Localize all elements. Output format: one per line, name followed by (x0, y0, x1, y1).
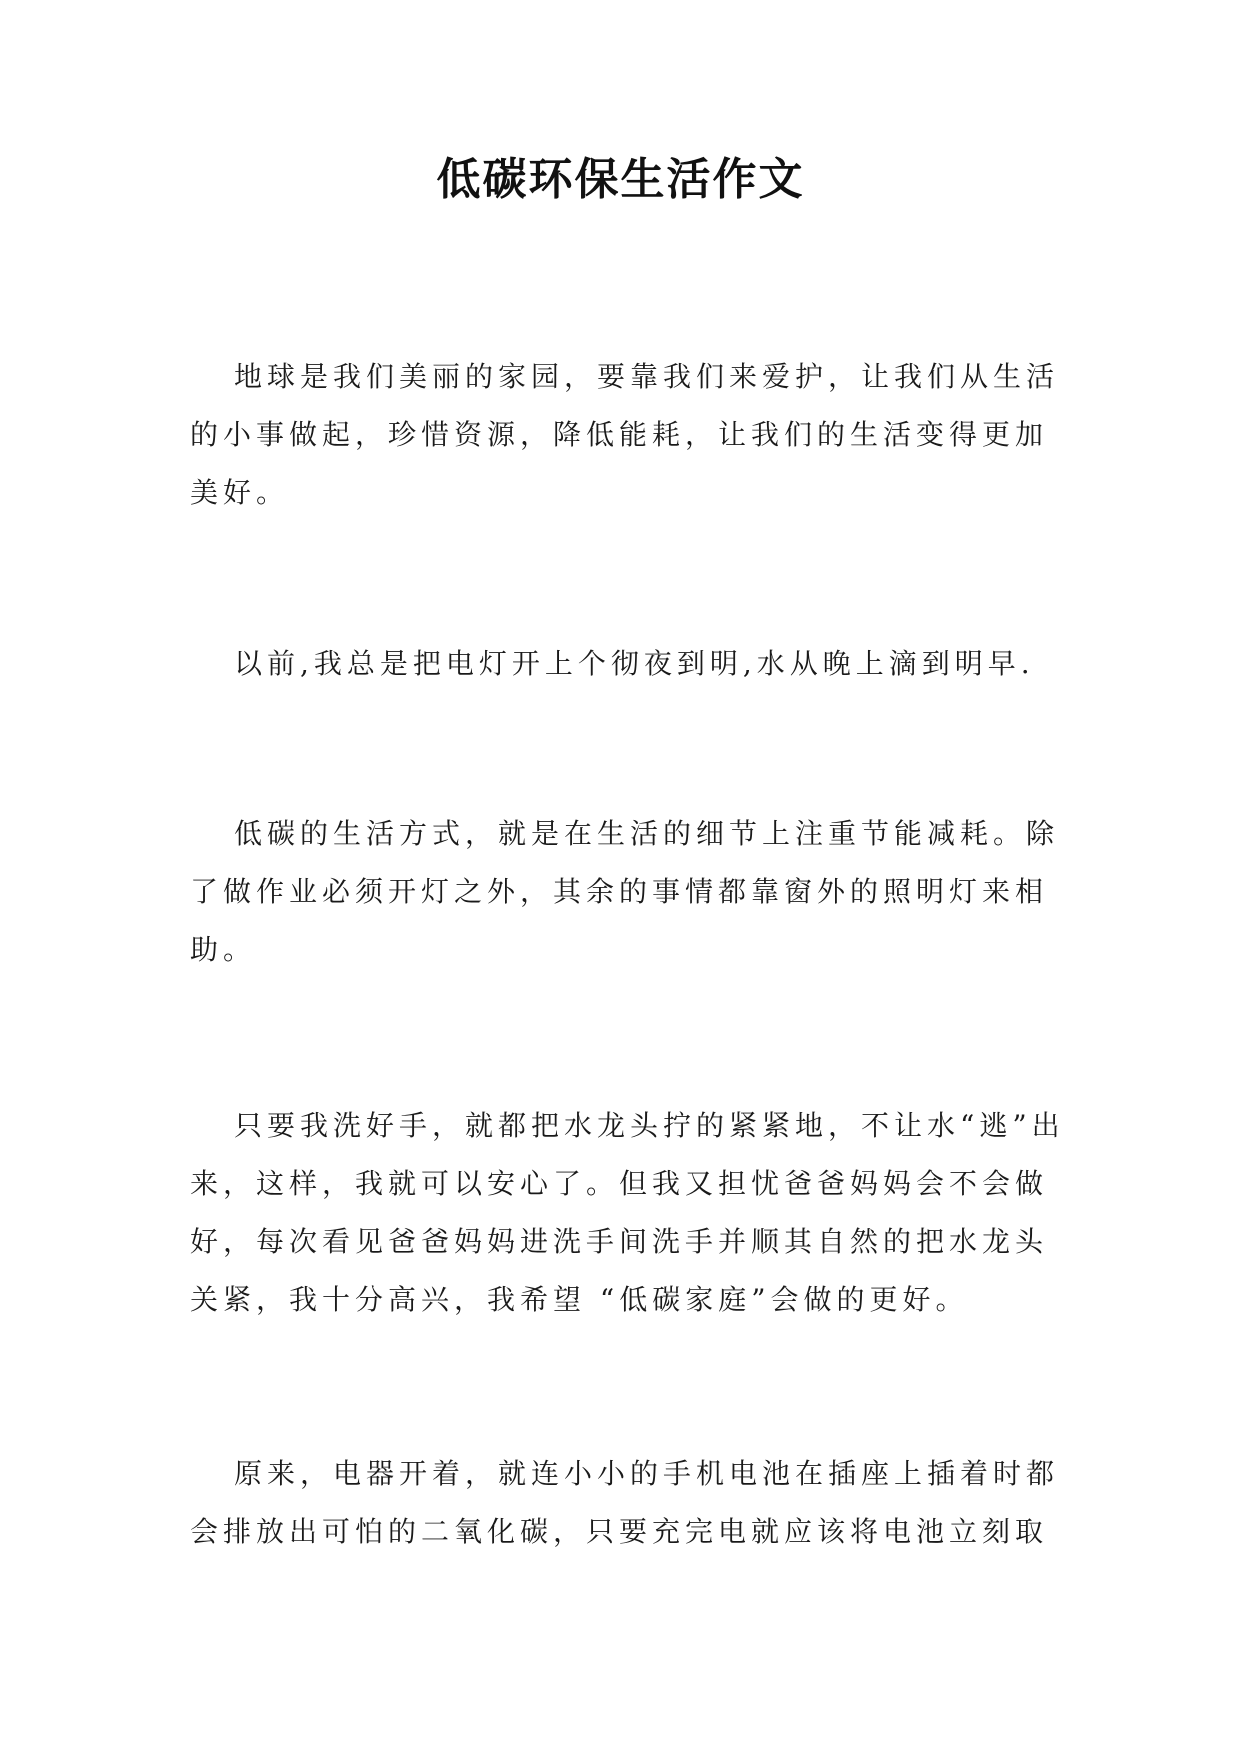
paragraph-1: 地球是我们美丽的家园，要靠我们来爱护，让我们从生活的小事做起，珍惜资源，降低能耗，让我们的生活变得更加美好。 (190, 360, 1060, 509)
paragraph-3: 低碳的生活方式，就是在生活的细节上注重节能减耗。除了做作业必须开灯之外，其余的事情都靠窗外的照明灯来相助。 (190, 817, 1060, 966)
paragraph-4: 只要我洗好手，就都把水龙头拧的紧紧地，不让水“逃”出来，这样，我就可以安心了。但我又担忧爸爸妈妈会不会做好，每次看见爸爸妈妈进洗手间洗手并顺其自然的把水龙头关紧，我十分高兴，我希望 “低碳家庭”会做的更好。 (190, 1109, 1065, 1316)
document-title: 低碳环保生活作文 (436, 154, 805, 205)
paragraph-5: 原来，电器开着，就连小小的手机电池在插座上插着时都会排放出可怕的二氧化碳，只要充完电就应该将电池立刻取 (190, 1457, 1060, 1548)
paragraph-2: 以前,我总是把电灯开上个彻夜到明,水从晚上滴到明早. (234, 647, 1035, 680)
